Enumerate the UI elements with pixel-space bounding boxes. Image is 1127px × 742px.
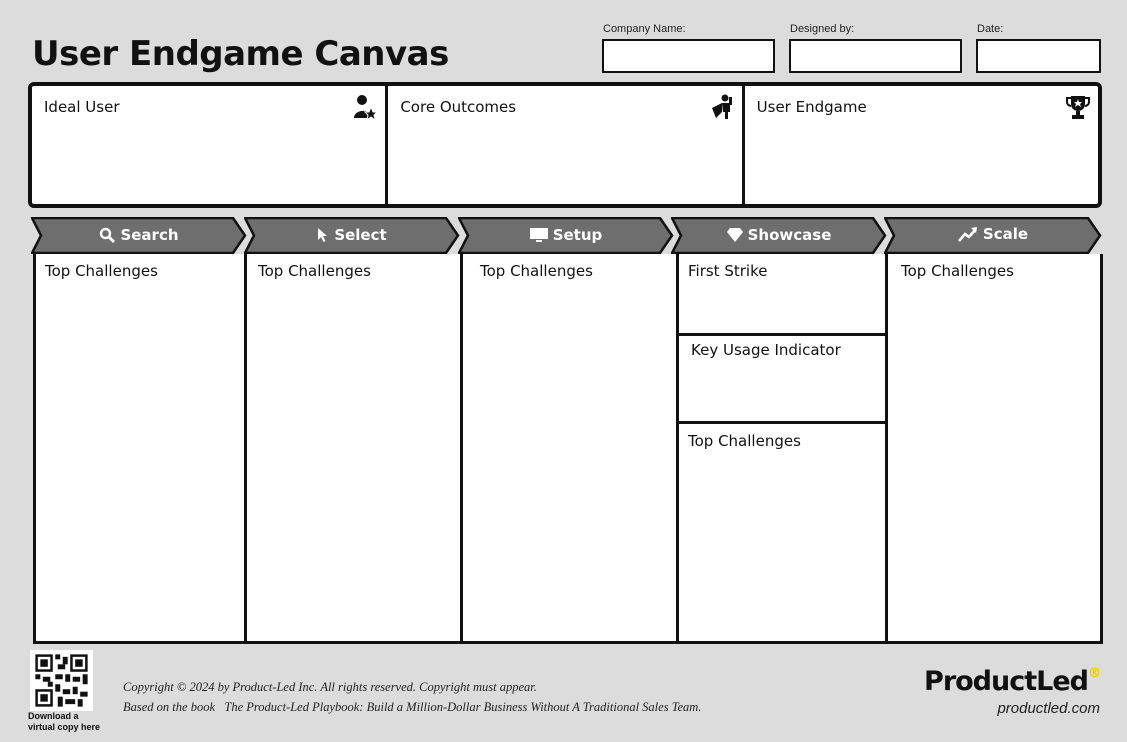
copyright-text: Copyright © 2024 by Product-Led Inc. All rights reserved. Copyright must appear. [123,680,537,694]
monitor-icon [530,228,548,243]
stage-scale-header [884,217,1102,254]
company-name-label: Company Name: [603,23,686,35]
stage-search-label: Search [120,226,179,244]
trend-up-icon [958,226,978,242]
designed-by-field[interactable] [789,39,962,73]
stage-setup-label: Setup [552,226,603,244]
ideal-user-section[interactable] [32,86,388,204]
trophy-icon [1066,94,1090,120]
first-strike-section[interactable] [679,254,885,336]
top-sections [28,82,1102,208]
page-title: User Endgame Canvas [32,34,449,74]
select-column[interactable] [247,254,463,641]
scale-column[interactable] [888,254,1100,641]
qr-caption-line-2: virtual copy here [28,722,101,732]
setup-column[interactable] [463,254,679,641]
showcase-challenges-label: Top Challenges [688,432,801,450]
user-endgame-label: User Endgame [756,98,867,116]
stage-scale-label: Scale [982,225,1029,243]
cursor-icon [317,227,329,243]
hero-cape-icon [710,94,734,120]
stage-showcase-label: Showcase [747,226,832,244]
stage-search-header [31,217,247,254]
showcase-challenges-section[interactable] [679,424,885,641]
user-star-icon [353,94,377,120]
ideal-user-label: Ideal User [44,98,120,116]
user-endgame-section[interactable] [745,86,1098,204]
core-outcomes-label: Core Outcomes [400,98,517,116]
date-label: Date: [977,23,1004,35]
diamond-icon [727,228,743,242]
designed-by-label: Designed by: [790,23,855,35]
brand-registered: ® [1088,666,1100,681]
stage-select-header [244,217,460,254]
search-challenges-label: Top Challenges [45,262,158,280]
productled-logo [924,666,1100,697]
first-strike-label: First Strike [688,262,768,280]
showcase-column [679,254,888,641]
stage-select-label: Select [334,226,387,244]
book-credit-text: Based on the book The Product-Led Playbook: Build a Million-Dollar Business Without A Traditional Sales Team. [123,700,702,714]
setup-challenges-label: Top Challenges [480,262,593,280]
brand-name: ProductLed [924,666,1088,697]
brand-url-link[interactable]: productled.com [997,700,1100,717]
qr-code[interactable] [30,650,93,711]
qr-caption-line-1: Download a [28,711,79,721]
core-outcomes-section[interactable] [388,86,744,204]
company-name-field[interactable] [602,39,775,73]
search-column[interactable] [36,254,247,641]
search-icon [99,227,115,243]
stage-showcase-header [671,217,887,254]
stage-setup-header [458,217,674,254]
scale-challenges-label: Top Challenges [901,262,1014,280]
key-usage-indicator-label: Key Usage Indicator [691,341,841,359]
date-field[interactable] [976,39,1101,73]
stages-grid [33,254,1103,644]
qr-caption [28,711,100,733]
key-usage-indicator-section[interactable] [679,336,885,424]
copyright-block [123,677,701,717]
select-challenges-label: Top Challenges [258,262,371,280]
